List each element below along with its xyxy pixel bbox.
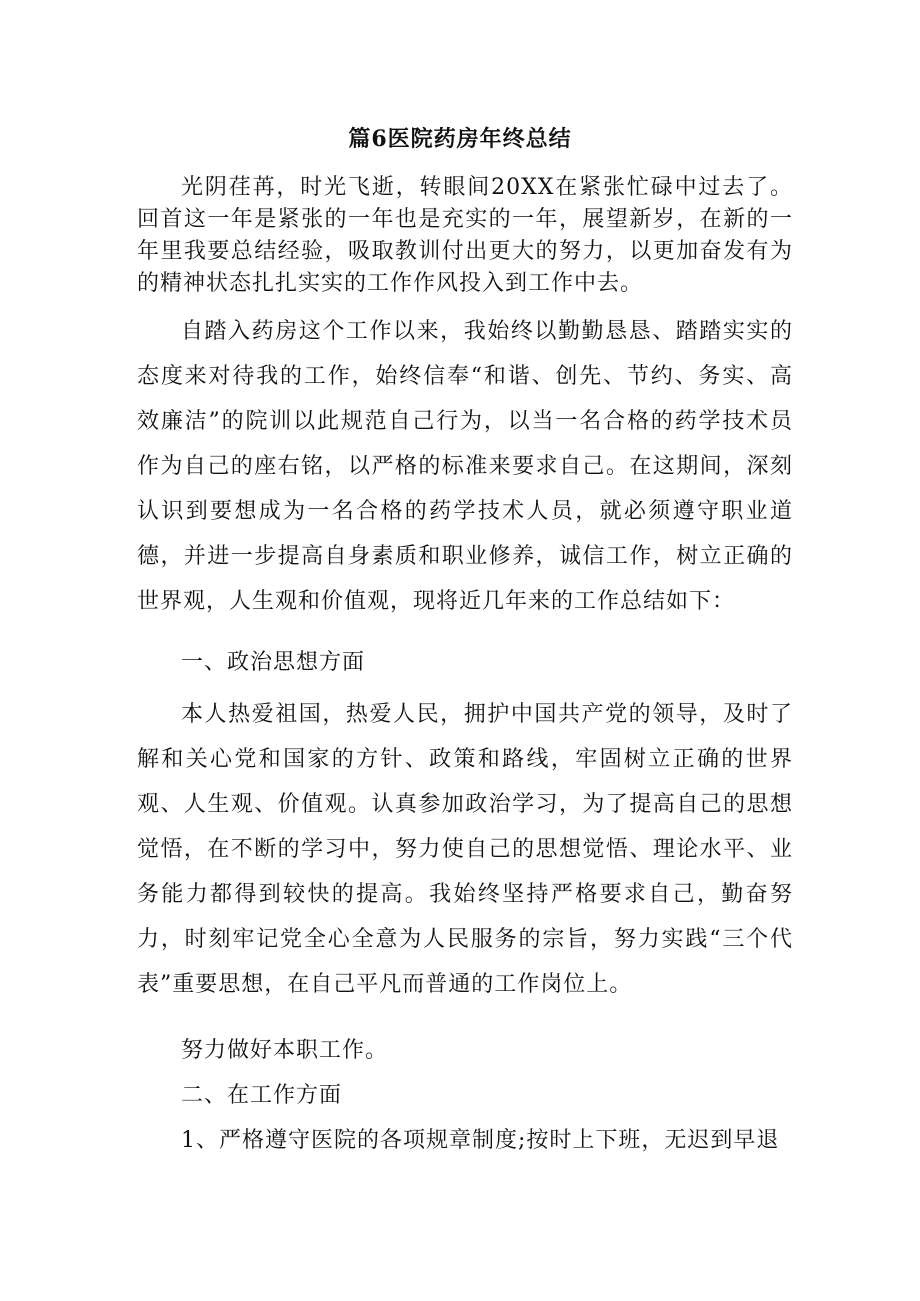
paragraph-political: 本人热爱祖国，热爱人民，拥护中国共产党的领导，及时了解和关心党和国家的方针、政策和路线，牢固树立正确的世界观、人生观、价值观。认真参加政治学习，为了提高自己的思想觉悟，在不断的学习中，努力使自己的思想觉悟、理论水平、业务能力都得到较快的提高。我始终坚持严格要求自己，勤奋努力，时刻牢记党全心全意为人民服务的宗旨，努力实践“三个代表”重要思想，在自己平凡而普通的工作岗位上。 [137,702,793,997]
list-item-rules: 1、严格遵守医院的各项规章制度;按时上下班，无迟到早退 [181,1128,780,1153]
paragraph-intro: 光阴荏苒，时光飞逝，转眼间20XX在紧张忙碌中过去了。回首这一年是紧张的一年也是充实的一年，展望新岁，在新的一年里我要总结经验，吸取教训付出更大的努力，以更加奋发有为的精神状态扎扎实实的工作作风投入到工作中去。 [137,175,793,296]
section-heading-political: 一、政治思想方面 [181,650,366,675]
document-title: 篇6医院药房年终总结 [348,126,572,152]
section-heading-work: 二、在工作方面 [181,1083,343,1108]
paragraph-duty: 努力做好本职工作。 [181,1038,389,1063]
paragraph-work-attitude: 自踏入药房这个工作以来，我始终以勤勤恳恳、踏踏实实的态度来对待我的工作，始终信奉“和谐、创先、节约、务实、高效廉洁”的院训以此规范自己行为，以当一名合格的药学技术员作为自己的座右铭，以严格的标准来要求自己。在这期间，深刻认识到要想成为一名合格的药学技术人员，就必须遵守职业道德，并进一步提高自身素质和职业修养，诚信工作，树立正确的世界观，人生观和价值观，现将近几年来的工作总结如下： [137,319,793,614]
